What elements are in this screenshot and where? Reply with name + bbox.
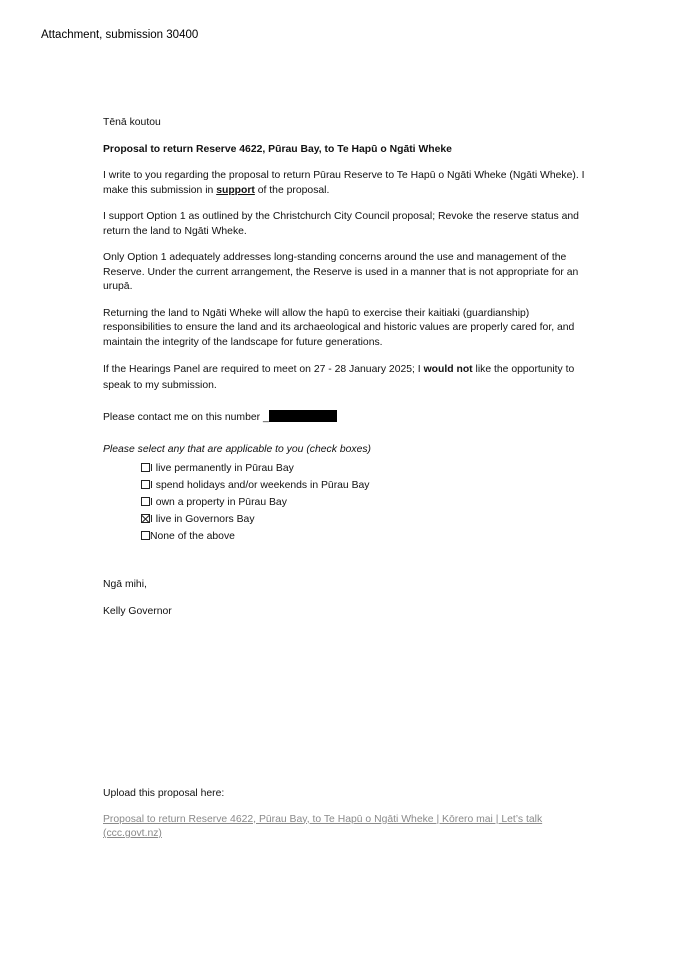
option-support-paragraph: I support Option 1 as outlined by the Christchurch City Council proposal; Revoke the reserve status and return the land to Ngāti Wheke. [103, 211, 579, 237]
hearing-text-start: If the Hearings Panel are required to meet on 27 - 28 January 2025; I [103, 364, 424, 375]
contact-line [103, 410, 593, 426]
letter-subject: Proposal to return Reserve 4622, Pūrau Bay, to Te Hapū o Ngāti Wheke [103, 143, 452, 155]
intro-paragraph [103, 169, 593, 198]
hearing-would-not-emphasis: would not [423, 364, 473, 375]
checkbox-checked[interactable] [141, 514, 150, 523]
contact-prefix: Please contact me on this number _ [103, 412, 269, 423]
checklist-item-none[interactable] [141, 528, 593, 545]
checklist-item-label: I spend holidays and/or weekends in Pūrau Bay [150, 480, 370, 491]
kaitiaki-paragraph: Returning the land to Ngāti Wheke will allow the hapū to exercise their kaitiaki (guardianship) responsibilities to ensure the land and its archaeological and historic values are properly cared for, and maintain the integrity of the landscape for future generations. [103, 307, 575, 348]
intro-support-emphasis: support [216, 184, 255, 196]
checklist-item-own-property[interactable] [141, 494, 593, 511]
checklist-instruction: Please select any that are applicable to you (check boxes) [103, 443, 372, 455]
checklist-item-label: None of the above [150, 531, 235, 542]
checkbox[interactable] [141, 463, 150, 472]
intro-text-end: of the proposal. [254, 184, 330, 196]
upload-heading: Upload this proposal here: [103, 788, 225, 799]
checklist-item-live-permanently[interactable] [141, 460, 593, 477]
checklist-item-label: I own a property in Pūrau Bay [150, 497, 287, 508]
checklist-item-governors-bay[interactable] [141, 511, 593, 528]
checklist-item-holidays-weekends[interactable] [141, 477, 593, 494]
hearing-paragraph [103, 362, 593, 394]
upload-link-line [103, 813, 573, 842]
proposal-link[interactable]: Proposal to return Reserve 4622, Pūrau Bay, to Te Hapū o Ngāti Wheke | Kōrero mai | Let’s talk (ccc.govt.nz) [103, 813, 543, 839]
checklist-item-label: I live in Governors Bay [150, 514, 255, 525]
checkbox[interactable] [141, 497, 150, 506]
residency-checklist [103, 460, 593, 545]
option-reason-paragraph: Only Option 1 adequately addresses long-standing concerns around the use and management of the Reserve. Under the current arrangement, the Reserve is used in a manner that is not appropriate for an urupā. [103, 252, 579, 292]
closing: Ngā mihi, [103, 579, 147, 590]
checkbox[interactable] [141, 531, 150, 540]
signature-name: Kelly Governor [103, 605, 172, 617]
intro-text-start: I write to you regarding the proposal to return Pūrau Reserve to Te Hapū o Ngāti Wheke (Ngāti Wheke). I make this submission in [103, 170, 585, 196]
upload-section [103, 787, 573, 842]
hearing-text-end: like the opportunity to speak to my submission. [103, 364, 575, 391]
checkbox[interactable] [141, 480, 150, 489]
greeting: Tēnā koutou [103, 117, 161, 128]
attachment-label: Attachment, submission 30400 [41, 29, 199, 41]
checklist-item-label: I live permanently in Pūrau Bay [150, 463, 294, 474]
submission-letter [103, 116, 593, 619]
redacted-phone-number [269, 410, 337, 422]
